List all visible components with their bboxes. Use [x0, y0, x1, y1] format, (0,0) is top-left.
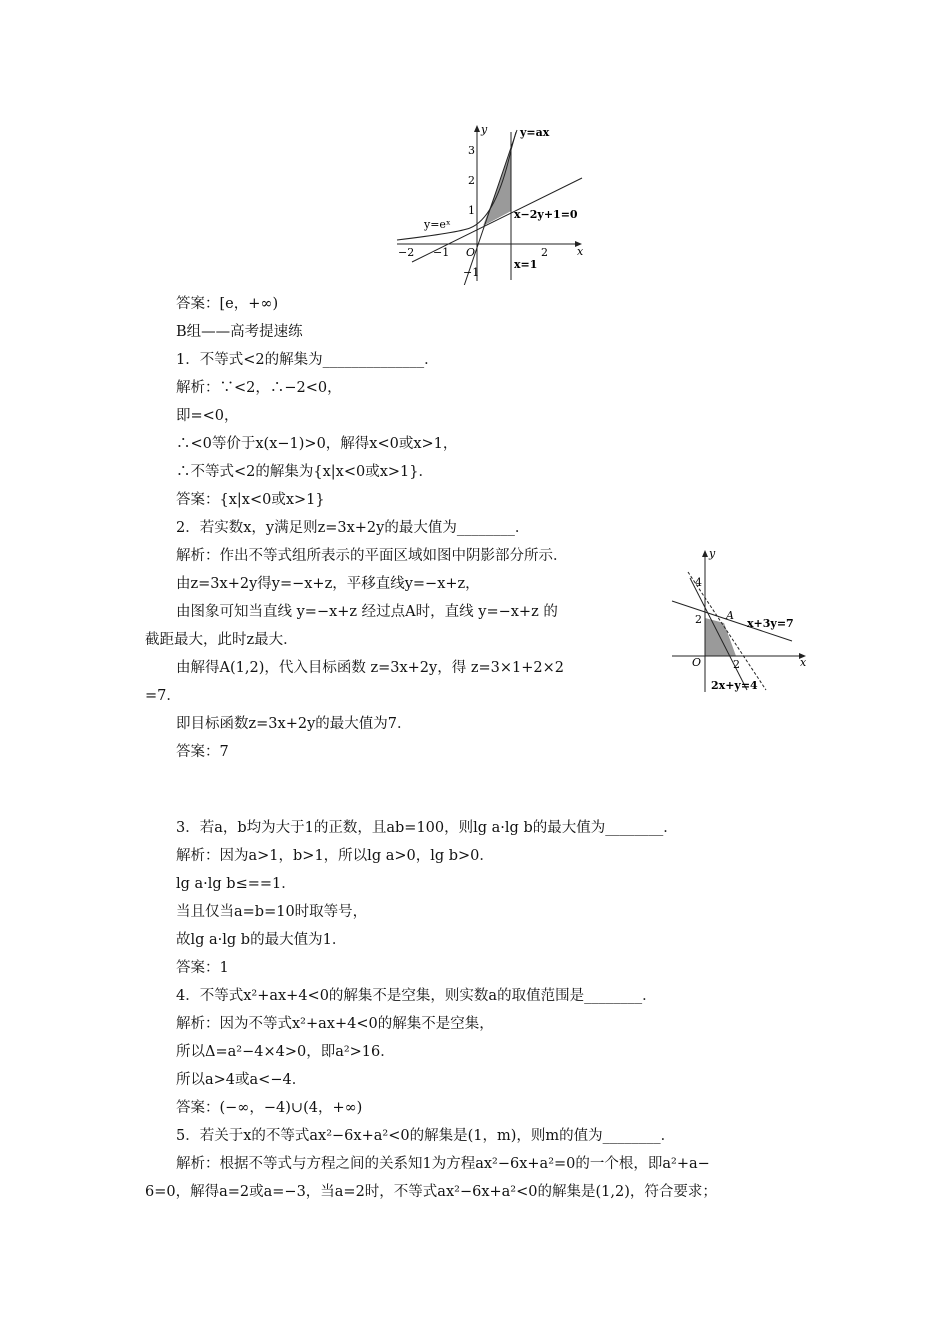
origin-label: O [466, 246, 476, 259]
y-axis-arrow [702, 550, 708, 557]
objective-dashed-line [688, 572, 766, 690]
label-x-3y-7: x+3y=7 [747, 617, 794, 630]
question-5: 5．若关于x的不等式ax²−6x+a²<0的解集是(1，m)，则m的值为________． [176, 1128, 676, 1144]
figure-linear-program [660, 545, 810, 695]
y-axis-arrow [474, 125, 480, 132]
label-2x-y-4: 2x+y=4 [711, 679, 758, 692]
question-3: 3．若a，b均为大于1的正数，且ab=100，则lg a·lg b的最大值为________． [176, 820, 678, 836]
tick-x-neg1: −1 [433, 246, 450, 259]
analysis-line: lg a·lg b≤==1． [176, 876, 296, 892]
analysis-line: 由图象可知当直线 y=−x+z 经过点A时，直线 y=−x+z 的 [176, 604, 558, 620]
tick-y-3: 3 [468, 144, 475, 157]
x-axis-label: x [800, 656, 807, 669]
x-axis-label: x [577, 245, 584, 258]
analysis-line: 即目标函数z=3x+2y的最大值为7． [176, 716, 412, 732]
analysis-line: 解析：因为a>1，b>1，所以lg a>0，lg b>0． [176, 848, 494, 864]
answer-line: 答案：[e，+∞) [176, 296, 279, 312]
line-2x-y-4 [690, 578, 747, 690]
analysis-line: 所以a>4或a<−4． [176, 1072, 307, 1088]
label-x-2y-1: x−2y+1=0 [514, 208, 578, 221]
analysis-line: ∴不等式<2的解集为{x|x<0或x>1}． [176, 464, 433, 480]
analysis-line: 即=<0， [176, 408, 239, 424]
tick-x-2: 2 [541, 246, 548, 259]
answer-line: 答案：7 [176, 744, 229, 760]
tick-y-neg1: −1 [463, 266, 480, 279]
question-2: 2．若实数x，y满足则z=3x+2y的最大值为________． [176, 520, 530, 536]
y-axis-label: y [709, 547, 716, 560]
figure-exp-region [390, 120, 590, 285]
analysis-line: 所以Δ=a²−4×4>0，即a²>16． [176, 1044, 395, 1060]
answer-line: 答案：1 [176, 960, 229, 976]
tick-y-2: 2 [468, 174, 475, 187]
analysis-line: 解析：∵<2，∴−2<0， [176, 380, 342, 396]
analysis-line: ∴<0等价于x(x−1)>0，解得x<0或x>1， [176, 436, 458, 452]
analysis-line: 当且仅当a=b=10时取等号， [176, 904, 368, 920]
tick-x-neg2: −2 [398, 246, 415, 259]
point-A-label: A [726, 609, 734, 622]
tick-y-1: 1 [468, 204, 475, 217]
analysis-line: 故lg a·lg b的最大值为1． [176, 932, 347, 948]
question-1: 1．不等式<2的解集为______________． [176, 352, 439, 368]
question-4: 4．不等式x²+ax+4<0的解集不是空集，则实数a的取值范围是________． [176, 988, 657, 1004]
tick-y-2: 2 [695, 613, 702, 626]
tick-y-4: 4 [695, 576, 702, 589]
answer-line: 答案：(−∞，−4)∪(4，+∞) [176, 1100, 363, 1116]
analysis-line: 截距最大，此时z最大． [145, 632, 298, 648]
analysis-line: =7． [145, 688, 181, 704]
tick-x-2: 2 [733, 658, 740, 671]
origin-label: O [692, 656, 702, 669]
label-y-eq-ax: y=ax [520, 126, 550, 139]
label-exp-curve: y=eˣ [424, 218, 451, 231]
y-axis-label: y [481, 123, 488, 136]
analysis-line: 6=0，解得a=2或a=−3，当a=2时，不等式ax²−6x+a²<0的解集是(1,2)，符合要求； [145, 1184, 717, 1200]
analysis-line: 解析：根据不等式与方程之间的关系知1为方程ax²−6x+a²=0的一个根，即a²+a− [176, 1156, 710, 1172]
analysis-line: 解析：作出不等式组所表示的平面区域如图中阴影部分所示． [176, 548, 568, 564]
label-x-eq-1: x=1 [514, 258, 538, 271]
answer-line: 答案：{x|x<0或x>1} [176, 492, 325, 508]
analysis-line: 由解得A(1,2)，代入目标函数 z=3x+2y，得 z=3×1+2×2 [176, 660, 564, 676]
section-heading: B组——高考提速练 [176, 324, 303, 340]
analysis-line: 解析：因为不等式x²+ax+4<0的解集不是空集， [176, 1016, 494, 1032]
analysis-line: 由z=3x+2y得y=−x+z，平移直线y=−x+z， [176, 576, 480, 592]
